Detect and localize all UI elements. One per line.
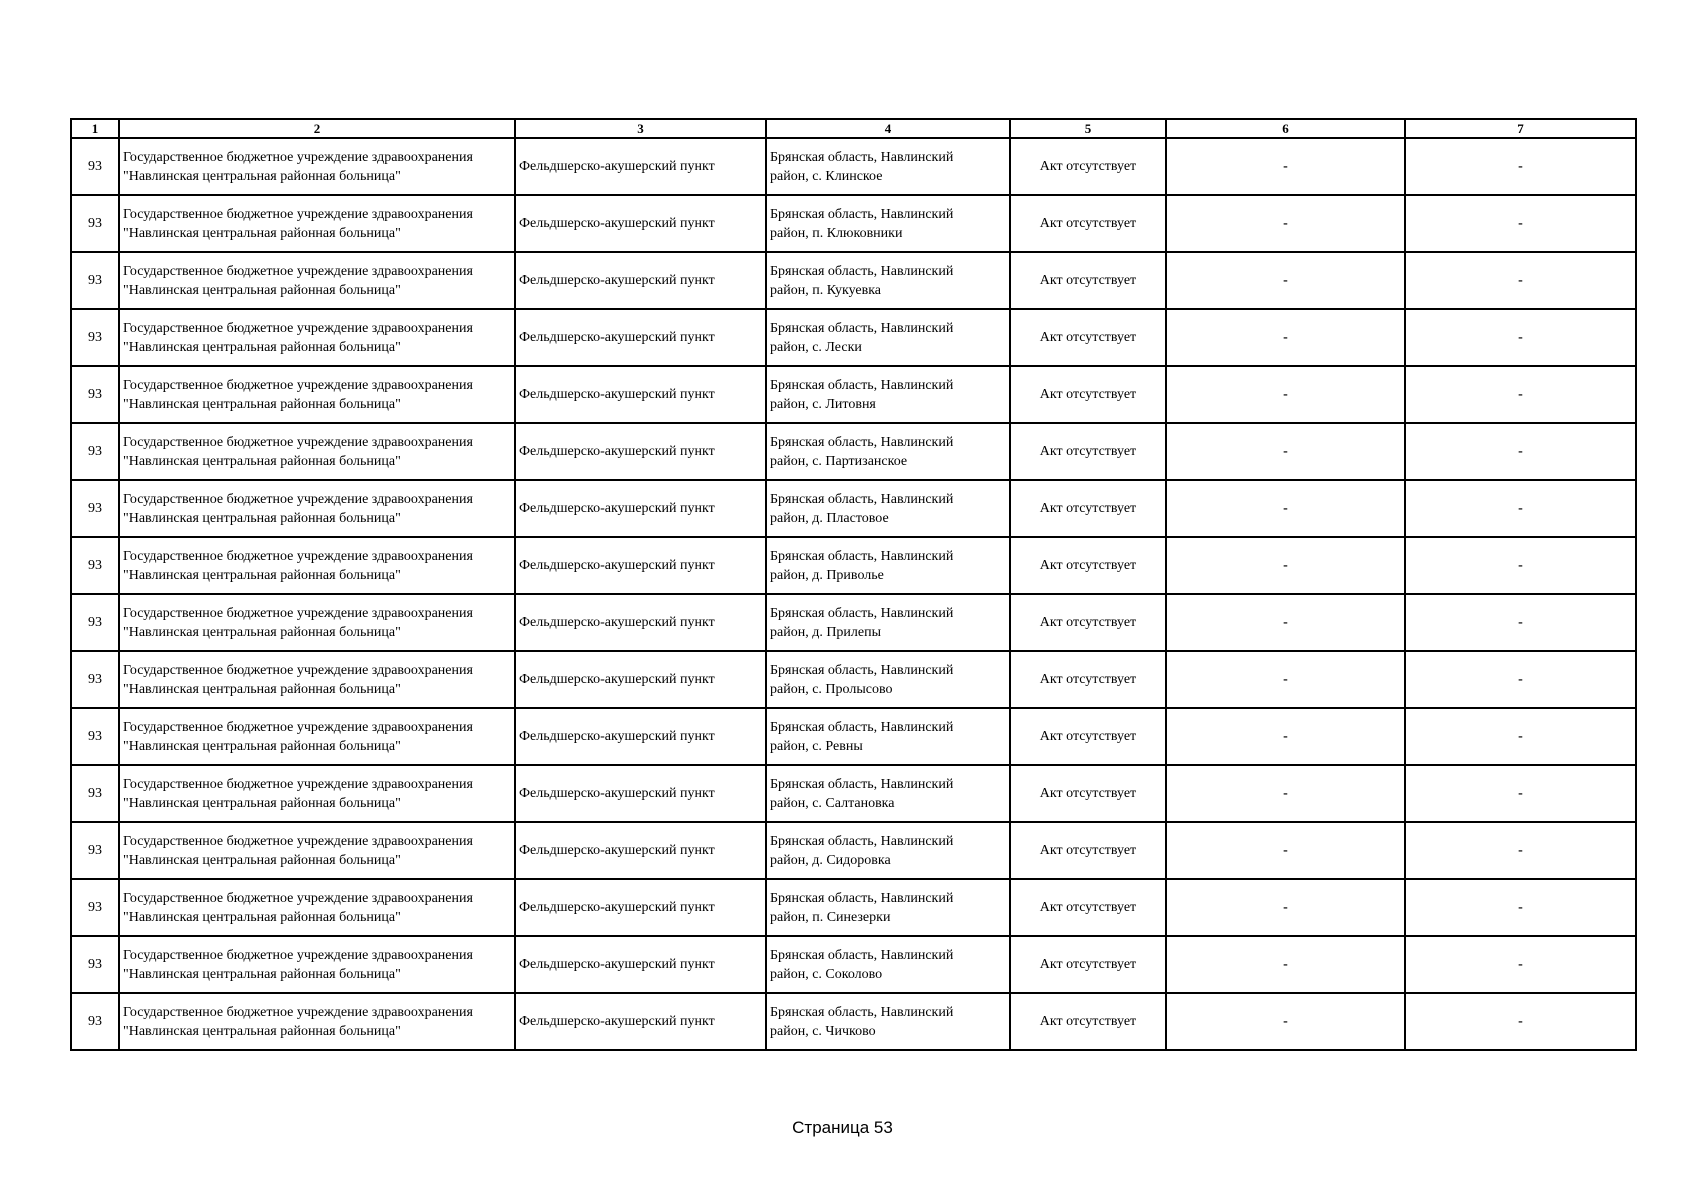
column-6-value: - (1283, 387, 1288, 402)
column-7-cell (1405, 480, 1636, 537)
column-6-value: - (1283, 501, 1288, 516)
organization-line: Государственное бюджетное учреждение здравоохранения (123, 548, 473, 564)
row-number: 93 (88, 957, 102, 972)
document-sheet (70, 118, 1635, 1051)
row-number-cell (71, 138, 119, 195)
facility-type: Фельдшерско-акушерский пункт (519, 957, 715, 972)
row-number: 93 (88, 558, 102, 573)
address-line: район, с. Партизанское (770, 453, 908, 469)
address-line: Брянская область, Навлинский (770, 320, 954, 336)
address-line: Брянская область, Навлинский (770, 947, 954, 963)
facility-type: Фельдшерско-акушерский пункт (519, 216, 715, 231)
act-status: Акт отсутствует (1039, 159, 1137, 174)
column-7-cell (1405, 537, 1636, 594)
organization-line: "Навлинская центральная районная больница" (123, 1023, 401, 1039)
column-6-cell (1166, 594, 1405, 651)
address-cell (766, 594, 1010, 651)
organization-line: Государственное бюджетное учреждение здравоохранения (123, 776, 473, 792)
page-number: Страница 53 (792, 1118, 893, 1137)
column-6-cell (1166, 138, 1405, 195)
column-header: 5 (1010, 119, 1166, 138)
organization-line: Государственное бюджетное учреждение здравоохранения (123, 1004, 473, 1020)
organization-line: Государственное бюджетное учреждение здравоохранения (123, 491, 473, 507)
act-status: Акт отсутствует (1039, 444, 1137, 459)
address-line: район, п. Клюковники (770, 225, 903, 241)
address-line: Брянская область, Навлинский (770, 434, 954, 450)
act-status-cell (1010, 195, 1166, 252)
organization-cell (119, 594, 515, 651)
column-7-cell (1405, 252, 1636, 309)
organization-cell (119, 195, 515, 252)
column-number-header-row (71, 119, 1636, 138)
row-number: 93 (88, 330, 102, 345)
row-number-cell (71, 651, 119, 708)
organization-line: Государственное бюджетное учреждение здравоохранения (123, 890, 473, 906)
act-status-cell (1010, 252, 1166, 309)
column-6-cell (1166, 309, 1405, 366)
organization-line: "Навлинская центральная районная больница" (123, 510, 401, 526)
column-6-cell (1166, 480, 1405, 537)
row-number: 93 (88, 216, 102, 231)
column-6-value: - (1283, 444, 1288, 459)
column-6-value: - (1283, 558, 1288, 573)
organization-line: Государственное бюджетное учреждение здравоохранения (123, 320, 473, 336)
facility-type: Фельдшерско-акушерский пункт (519, 615, 715, 630)
address-cell (766, 822, 1010, 879)
act-status-cell (1010, 822, 1166, 879)
address-line: район, с. Лески (770, 339, 862, 355)
act-status: Акт отсутствует (1039, 672, 1137, 687)
column-6-cell (1166, 366, 1405, 423)
act-status: Акт отсутствует (1039, 501, 1137, 516)
act-status: Акт отсутствует (1039, 330, 1137, 345)
column-header: 2 (119, 119, 515, 138)
act-status: Акт отсутствует (1039, 558, 1137, 573)
act-status-cell (1010, 993, 1166, 1050)
act-status-cell (1010, 708, 1166, 765)
organization-line: Государственное бюджетное учреждение здравоохранения (123, 719, 473, 735)
address-line: район, п. Синезерки (770, 909, 891, 925)
act-status-cell (1010, 765, 1166, 822)
organization-line: "Навлинская центральная районная больница" (123, 453, 401, 469)
column-6-cell (1166, 252, 1405, 309)
column-7-value: - (1518, 216, 1523, 231)
row-number: 93 (88, 615, 102, 630)
column-6-value: - (1283, 615, 1288, 630)
table-row (71, 252, 1636, 309)
row-number-cell (71, 822, 119, 879)
organization-cell (119, 252, 515, 309)
column-6-cell (1166, 936, 1405, 993)
table-row (71, 195, 1636, 252)
column-6-cell (1166, 651, 1405, 708)
row-number: 93 (88, 387, 102, 402)
act-status: Акт отсутствует (1039, 273, 1137, 288)
column-7-cell (1405, 195, 1636, 252)
address-line: Брянская область, Навлинский (770, 719, 954, 735)
column-header: 4 (766, 119, 1010, 138)
address-line: район, д. Сидоровка (770, 852, 891, 868)
act-status-cell (1010, 594, 1166, 651)
column-6-cell (1166, 822, 1405, 879)
address-line: район, с. Литовня (770, 396, 876, 412)
act-status-cell (1010, 537, 1166, 594)
act-status: Акт отсутствует (1039, 900, 1137, 915)
column-6-value: - (1283, 957, 1288, 972)
address-line: район, с. Чичково (770, 1023, 876, 1039)
act-status-cell (1010, 366, 1166, 423)
organization-line: "Навлинская центральная районная больница" (123, 567, 401, 583)
column-7-cell (1405, 822, 1636, 879)
organization-line: "Навлинская центральная районная больница" (123, 225, 401, 241)
column-7-cell (1405, 594, 1636, 651)
act-status-cell (1010, 309, 1166, 366)
address-cell (766, 309, 1010, 366)
table-row (71, 366, 1636, 423)
column-6-cell (1166, 423, 1405, 480)
facility-type: Фельдшерско-акушерский пункт (519, 1014, 715, 1029)
column-7-value: - (1518, 387, 1523, 402)
organization-line: Государственное бюджетное учреждение здравоохранения (123, 149, 473, 165)
row-number-cell (71, 594, 119, 651)
column-7-cell (1405, 423, 1636, 480)
act-status-cell (1010, 480, 1166, 537)
column-6-value: - (1283, 330, 1288, 345)
column-6-value: - (1283, 843, 1288, 858)
act-status: Акт отсутствует (1039, 729, 1137, 744)
address-line: Брянская область, Навлинский (770, 149, 954, 165)
facility-type-cell (515, 651, 766, 708)
row-number-cell (71, 252, 119, 309)
row-number-cell (71, 936, 119, 993)
table-row (71, 993, 1636, 1050)
facility-type-cell (515, 480, 766, 537)
column-7-cell (1405, 708, 1636, 765)
act-status: Акт отсутствует (1039, 387, 1137, 402)
address-cell (766, 879, 1010, 936)
column-header: 6 (1166, 119, 1405, 138)
organization-line: "Навлинская центральная районная больница" (123, 168, 401, 184)
address-cell (766, 993, 1010, 1050)
address-line: Брянская область, Навлинский (770, 491, 954, 507)
column-6-value: - (1283, 729, 1288, 744)
address-cell (766, 537, 1010, 594)
row-number: 93 (88, 786, 102, 801)
row-number: 93 (88, 729, 102, 744)
column-6-value: - (1283, 672, 1288, 687)
column-7-cell (1405, 765, 1636, 822)
row-number: 93 (88, 1014, 102, 1029)
organization-line: "Навлинская центральная районная больница" (123, 795, 401, 811)
organization-line: Государственное бюджетное учреждение здравоохранения (123, 206, 473, 222)
facility-type-cell (515, 708, 766, 765)
organization-cell (119, 480, 515, 537)
address-cell (766, 651, 1010, 708)
facility-type: Фельдшерско-акушерский пункт (519, 387, 715, 402)
organization-cell (119, 423, 515, 480)
table-row (71, 480, 1636, 537)
facility-type: Фельдшерско-акушерский пункт (519, 159, 715, 174)
registry-table (70, 118, 1637, 1051)
facility-type-cell (515, 993, 766, 1050)
address-line: Брянская область, Навлинский (770, 263, 954, 279)
table-row (71, 879, 1636, 936)
act-status: Акт отсутствует (1039, 615, 1137, 630)
row-number-cell (71, 879, 119, 936)
facility-type-cell (515, 879, 766, 936)
column-6-cell (1166, 993, 1405, 1050)
column-6-value: - (1283, 786, 1288, 801)
column-7-cell (1405, 138, 1636, 195)
address-cell (766, 708, 1010, 765)
column-7-cell (1405, 879, 1636, 936)
organization-line: "Навлинская центральная районная больница" (123, 339, 401, 355)
row-number: 93 (88, 900, 102, 915)
address-line: район, с. Ревны (770, 738, 863, 754)
row-number: 93 (88, 159, 102, 174)
column-6-cell (1166, 765, 1405, 822)
facility-type-cell (515, 252, 766, 309)
column-7-cell (1405, 651, 1636, 708)
organization-line: Государственное бюджетное учреждение здравоохранения (123, 947, 473, 963)
table-row (71, 651, 1636, 708)
column-7-value: - (1518, 957, 1523, 972)
act-status: Акт отсутствует (1039, 957, 1137, 972)
address-cell (766, 936, 1010, 993)
facility-type: Фельдшерско-акушерский пункт (519, 786, 715, 801)
facility-type: Фельдшерско-акушерский пункт (519, 273, 715, 288)
column-7-value: - (1518, 330, 1523, 345)
facility-type: Фельдшерско-акушерский пункт (519, 330, 715, 345)
organization-cell (119, 366, 515, 423)
table-row (71, 708, 1636, 765)
column-7-value: - (1518, 786, 1523, 801)
facility-type: Фельдшерско-акушерский пункт (519, 729, 715, 744)
organization-cell (119, 537, 515, 594)
facility-type-cell (515, 138, 766, 195)
column-7-value: - (1518, 615, 1523, 630)
address-line: Брянская область, Навлинский (770, 776, 954, 792)
column-7-value: - (1518, 159, 1523, 174)
facility-type: Фельдшерско-акушерский пункт (519, 843, 715, 858)
table-row (71, 423, 1636, 480)
act-status: Акт отсутствует (1039, 1014, 1137, 1029)
column-6-value: - (1283, 159, 1288, 174)
column-header: 7 (1405, 119, 1636, 138)
organization-cell (119, 708, 515, 765)
column-7-value: - (1518, 501, 1523, 516)
organization-line: "Навлинская центральная районная больница" (123, 909, 401, 925)
organization-line: "Навлинская центральная районная больница" (123, 624, 401, 640)
column-7-value: - (1518, 273, 1523, 288)
address-line: Брянская область, Навлинский (770, 890, 954, 906)
column-7-value: - (1518, 729, 1523, 744)
row-number-cell (71, 537, 119, 594)
row-number-cell (71, 993, 119, 1050)
column-6-cell (1166, 708, 1405, 765)
facility-type-cell (515, 309, 766, 366)
address-line: район, д. Приволье (770, 567, 884, 583)
address-line: Брянская область, Навлинский (770, 548, 954, 564)
organization-cell (119, 936, 515, 993)
table-row (71, 822, 1636, 879)
row-number-cell (71, 480, 119, 537)
act-status: Акт отсутствует (1039, 216, 1137, 231)
organization-line: Государственное бюджетное учреждение здравоохранения (123, 377, 473, 393)
address-line: Брянская область, Навлинский (770, 377, 954, 393)
address-line: район, с. Пролысово (770, 681, 893, 697)
row-number-cell (71, 366, 119, 423)
organization-line: "Навлинская центральная районная больница" (123, 681, 401, 697)
organization-cell (119, 138, 515, 195)
facility-type: Фельдшерско-акушерский пункт (519, 672, 715, 687)
facility-type-cell (515, 936, 766, 993)
column-7-value: - (1518, 558, 1523, 573)
organization-line: Государственное бюджетное учреждение здравоохранения (123, 833, 473, 849)
organization-cell (119, 822, 515, 879)
column-header: 3 (515, 119, 766, 138)
row-number: 93 (88, 672, 102, 687)
organization-cell (119, 651, 515, 708)
facility-type-cell (515, 423, 766, 480)
table-row (71, 537, 1636, 594)
act-status-cell (1010, 936, 1166, 993)
column-6-value: - (1283, 1014, 1288, 1029)
organization-line: "Навлинская центральная районная больница" (123, 852, 401, 868)
address-cell (766, 366, 1010, 423)
address-cell (766, 480, 1010, 537)
address-line: Брянская область, Навлинский (770, 662, 954, 678)
column-7-cell (1405, 309, 1636, 366)
row-number: 93 (88, 501, 102, 516)
address-line: Брянская область, Навлинский (770, 1004, 954, 1020)
address-cell (766, 138, 1010, 195)
address-line: район, д. Пластовое (770, 510, 889, 526)
address-line: район, с. Соколово (770, 966, 883, 982)
address-line: район, с. Клинское (770, 168, 883, 184)
act-status: Акт отсутствует (1039, 786, 1137, 801)
facility-type-cell (515, 765, 766, 822)
organization-line: Государственное бюджетное учреждение здравоохранения (123, 662, 473, 678)
row-number-cell (71, 195, 119, 252)
organization-cell (119, 993, 515, 1050)
column-7-value: - (1518, 1014, 1523, 1029)
facility-type-cell (515, 366, 766, 423)
row-number-cell (71, 423, 119, 480)
address-cell (766, 765, 1010, 822)
column-6-value: - (1283, 216, 1288, 231)
organization-line: "Навлинская центральная районная больница" (123, 966, 401, 982)
column-7-value: - (1518, 672, 1523, 687)
table-row (71, 138, 1636, 195)
facility-type-cell (515, 537, 766, 594)
act-status-cell (1010, 651, 1166, 708)
row-number-cell (71, 309, 119, 366)
address-cell (766, 252, 1010, 309)
act-status-cell (1010, 423, 1166, 480)
address-line: Брянская область, Навлинский (770, 206, 954, 222)
table-row (71, 765, 1636, 822)
act-status-cell (1010, 138, 1166, 195)
organization-cell (119, 765, 515, 822)
organization-cell (119, 879, 515, 936)
act-status: Акт отсутствует (1039, 843, 1137, 858)
facility-type-cell (515, 594, 766, 651)
organization-cell (119, 309, 515, 366)
facility-type-cell (515, 822, 766, 879)
table-row (71, 936, 1636, 993)
facility-type: Фельдшерско-акушерский пункт (519, 501, 715, 516)
address-line: район, д. Прилепы (770, 624, 882, 640)
address-line: Брянская область, Навлинский (770, 605, 954, 621)
act-status-cell (1010, 879, 1166, 936)
table-row (71, 594, 1636, 651)
column-6-value: - (1283, 273, 1288, 288)
address-line: Брянская область, Навлинский (770, 833, 954, 849)
column-7-cell (1405, 993, 1636, 1050)
facility-type-cell (515, 195, 766, 252)
facility-type: Фельдшерско-акушерский пункт (519, 558, 715, 573)
organization-line: "Навлинская центральная районная больница" (123, 738, 401, 754)
row-number: 93 (88, 273, 102, 288)
address-line: район, с. Салтановка (770, 795, 895, 811)
organization-line: "Навлинская центральная районная больница" (123, 396, 401, 412)
column-6-cell (1166, 537, 1405, 594)
organization-line: Государственное бюджетное учреждение здравоохранения (123, 434, 473, 450)
address-line: район, п. Кукуевка (770, 282, 882, 298)
column-6-cell (1166, 879, 1405, 936)
row-number-cell (71, 708, 119, 765)
facility-type: Фельдшерско-акушерский пункт (519, 444, 715, 459)
column-header: 1 (71, 119, 119, 138)
column-6-value: - (1283, 900, 1288, 915)
facility-type: Фельдшерско-акушерский пункт (519, 900, 715, 915)
row-number: 93 (88, 444, 102, 459)
organization-line: Государственное бюджетное учреждение здравоохранения (123, 263, 473, 279)
column-7-value: - (1518, 900, 1523, 915)
organization-line: "Навлинская центральная районная больница" (123, 282, 401, 298)
column-7-cell (1405, 366, 1636, 423)
address-cell (766, 195, 1010, 252)
row-number-cell (71, 765, 119, 822)
row-number: 93 (88, 843, 102, 858)
table-row (71, 309, 1636, 366)
column-7-value: - (1518, 444, 1523, 459)
address-cell (766, 423, 1010, 480)
organization-line: Государственное бюджетное учреждение здравоохранения (123, 605, 473, 621)
column-7-value: - (1518, 843, 1523, 858)
column-7-cell (1405, 936, 1636, 993)
column-6-cell (1166, 195, 1405, 252)
